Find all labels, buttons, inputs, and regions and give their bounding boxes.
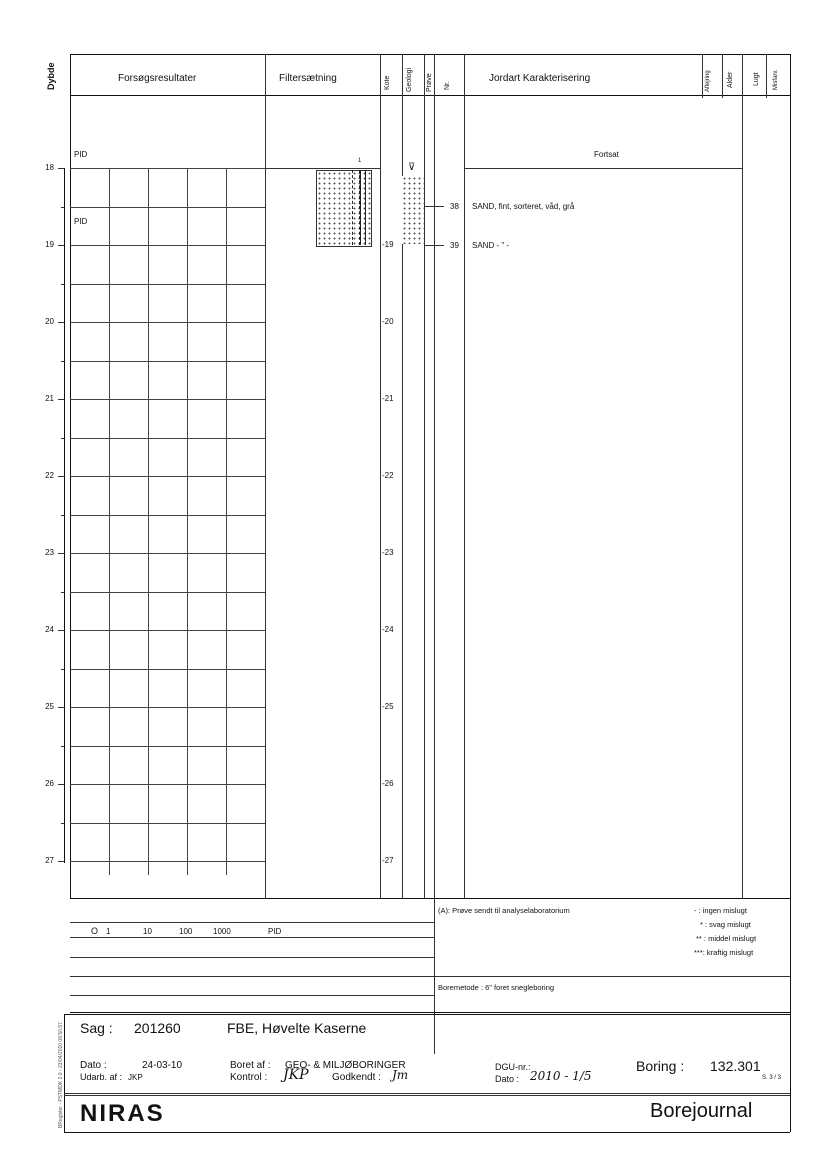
dgu-label: DGU-nr.: (495, 1062, 531, 1072)
footer-left-border (64, 1014, 65, 1132)
header-bottom-line (70, 95, 790, 96)
depth-label: 19 (45, 240, 54, 249)
depth-minor-tick (61, 592, 64, 593)
kote-label: -23 (382, 548, 394, 557)
grid-hline (70, 515, 265, 516)
depth-label: 22 (45, 471, 54, 480)
grid-hline (70, 284, 265, 285)
smell-legend-3: ***: kraftig mislugt (694, 948, 754, 957)
footer-sep-line-2 (64, 1095, 790, 1096)
depth-tick (58, 553, 64, 554)
smell-legend-1: * : svag mislugt (700, 920, 751, 929)
depth-minor-tick (61, 361, 64, 362)
smell-legend-0: - : ingen mislugt (694, 906, 747, 915)
depth-minor-tick (61, 669, 64, 670)
continued-label: Fortsat (594, 150, 619, 159)
date-label: Dato : (80, 1060, 107, 1071)
dato2-label: Dato : (495, 1074, 520, 1084)
col-sep-discolor (766, 54, 767, 98)
side-stamp: BRegister - PSTMDK 2.0 - 23/04/2010 08:50:57 (58, 1022, 64, 1128)
grid-hline (70, 707, 265, 708)
sample-nr: 38 (450, 202, 459, 211)
depth-tick (58, 168, 64, 169)
sample-nr: 39 (450, 241, 459, 250)
depth-minor-tick (61, 823, 64, 824)
sag-value: 201260 (134, 1020, 181, 1036)
sample-38-line (424, 206, 444, 207)
boret-value: GEO- & MILJØBORINGER (285, 1060, 406, 1071)
depth-minor-tick (61, 438, 64, 439)
depth-minor-tick (61, 515, 64, 516)
header-no: Nr. (444, 81, 451, 90)
depth-label: 18 (45, 163, 54, 172)
grid-hline (70, 207, 265, 208)
header-depth: Dybde (46, 62, 56, 90)
col-sep-smell (742, 54, 743, 898)
udarb-value: JKP (128, 1073, 143, 1082)
scale-tick-1: 1 (106, 927, 111, 936)
footer-top-line (70, 1012, 790, 1013)
depth-tick (58, 476, 64, 477)
depth-label: 24 (45, 625, 54, 634)
grid-vline (226, 168, 227, 875)
scale-line-4 (70, 995, 434, 996)
header-sample: Prøve (426, 73, 433, 92)
footer-bottom-line (64, 1132, 790, 1133)
grid-hline (70, 630, 265, 631)
grid-vline (109, 168, 110, 875)
grid-hline (70, 322, 265, 323)
scale-pid: PID (268, 927, 282, 936)
scale-tick-100: 100 (179, 927, 193, 936)
kote-label: -27 (382, 856, 394, 865)
grid-vline (187, 168, 188, 875)
sample-description: SAND, fint, sorteret, våd, grå (472, 202, 575, 211)
udarb-label: Udarb. af : (80, 1072, 123, 1082)
header-age: Alder (727, 71, 734, 88)
depth-label: 21 (45, 394, 54, 403)
depth-tick (58, 707, 64, 708)
boring-value: 132.301 (710, 1058, 761, 1074)
boring-label: Boring : (636, 1058, 685, 1074)
filter-top-line (265, 168, 380, 169)
depth-label: 26 (45, 779, 54, 788)
analysis-note: (A): Prøve sendt til analyselaboratorium (438, 906, 570, 915)
header-discoloration: Misfarv. (773, 69, 779, 90)
sample-description: SAND - " - (472, 241, 510, 250)
scale-tick-10: 10 (143, 927, 152, 936)
grid-hline (70, 245, 265, 246)
depth-label: 25 (45, 702, 54, 711)
grid-hline (70, 823, 265, 824)
scale-circle: O (91, 926, 99, 936)
header-top-line (70, 54, 790, 55)
filter-screen (352, 170, 360, 245)
grid-hline (70, 669, 265, 670)
scale-tick-1000: 1000 (213, 927, 231, 936)
godkendt-label: Godkendt : (332, 1072, 381, 1083)
grid-hline (70, 476, 265, 477)
kote-label: -24 (382, 625, 394, 634)
soil-top-line (464, 168, 742, 169)
kote-label: -26 (382, 779, 394, 788)
footer-sep-line (64, 1093, 790, 1094)
grid-hline (70, 553, 265, 554)
depth-tick (58, 399, 64, 400)
document-title: Borejournal (650, 1100, 753, 1122)
kontrol-label: Kontrol : (230, 1072, 268, 1083)
date-value: 24-03-10 (142, 1060, 183, 1071)
scale-line-2 (70, 957, 434, 958)
sag-label: Sag : (80, 1020, 113, 1036)
col-sep-deposition (702, 54, 703, 98)
depth-minor-tick (61, 746, 64, 747)
sample-39-line (424, 245, 444, 246)
depth-axis (64, 168, 65, 863)
smell-legend-2: ** : middel mislugt (696, 934, 757, 943)
kote-label: -22 (382, 471, 394, 480)
kote-label: -21 (382, 394, 394, 403)
depth-label: 20 (45, 317, 54, 326)
pid-top-label: PID (74, 150, 88, 159)
scale-line-1 (70, 937, 434, 938)
geology-sand-pattern (402, 176, 424, 244)
depth-minor-tick (61, 284, 64, 285)
method-note: Boremetode : 6" foret snegleboring (438, 983, 555, 992)
grid-hline (70, 592, 265, 593)
grid-hline (70, 438, 265, 439)
header-filter: Filtersætning (279, 73, 337, 84)
niras-logo: NIRAS (80, 1100, 165, 1127)
dato2-value: 2010 - 1/5 (530, 1069, 592, 1083)
depth-label: 23 (45, 548, 54, 557)
kote-label: -20 (382, 317, 394, 326)
kote-label: -19 (382, 240, 394, 249)
grid-hline (70, 861, 265, 862)
grid-hline (70, 168, 265, 169)
col-right-border (790, 54, 791, 1132)
grid-hline (70, 399, 265, 400)
col-sep-results (265, 54, 266, 898)
depth-minor-tick (61, 207, 64, 208)
header-deposition: Aflejring (705, 70, 711, 92)
header-soil: Jordart Karakterisering (489, 73, 591, 84)
boret-label: Boret af : (230, 1060, 271, 1071)
kote-label: -25 (382, 702, 394, 711)
grid-hline (70, 746, 265, 747)
col-sep-filter (380, 54, 381, 898)
header-test-results: Forsøgsresultater (118, 73, 197, 84)
col-sep-geology (424, 54, 425, 898)
header-level: Kote (384, 75, 391, 90)
grid-vline (148, 168, 149, 875)
grid-hline (70, 784, 265, 785)
notes-line (434, 976, 790, 977)
col-sep-nr (464, 54, 465, 898)
filter-mark: 1 (358, 158, 362, 164)
depth-tick (58, 630, 64, 631)
depth-tick (58, 245, 64, 246)
depth-tick (58, 784, 64, 785)
scale-line-top (70, 922, 434, 923)
header-smell: Lugt (753, 72, 760, 86)
kontrol-value: JKP (283, 1067, 309, 1083)
depth-tick (58, 322, 64, 323)
project-name: FBE, Høvelte Kaserne (227, 1020, 367, 1036)
header-geology: Geologi (406, 67, 413, 92)
col-sep-sample (434, 54, 435, 1054)
col-sep-age (722, 54, 723, 98)
grid-hline (70, 361, 265, 362)
main-bottom-line (70, 898, 790, 899)
pid-mid-label: PID (74, 217, 88, 226)
filter-pipe (360, 170, 366, 245)
depth-tick (58, 861, 64, 862)
water-level-icon: ⊽ (408, 162, 416, 173)
scale-line-3 (70, 976, 434, 977)
page-number: S. 3 / 3 (762, 1075, 782, 1081)
godkendt-signature: Jm (392, 1068, 409, 1082)
footer-mid-line (64, 1014, 790, 1015)
depth-label: 27 (45, 856, 54, 865)
